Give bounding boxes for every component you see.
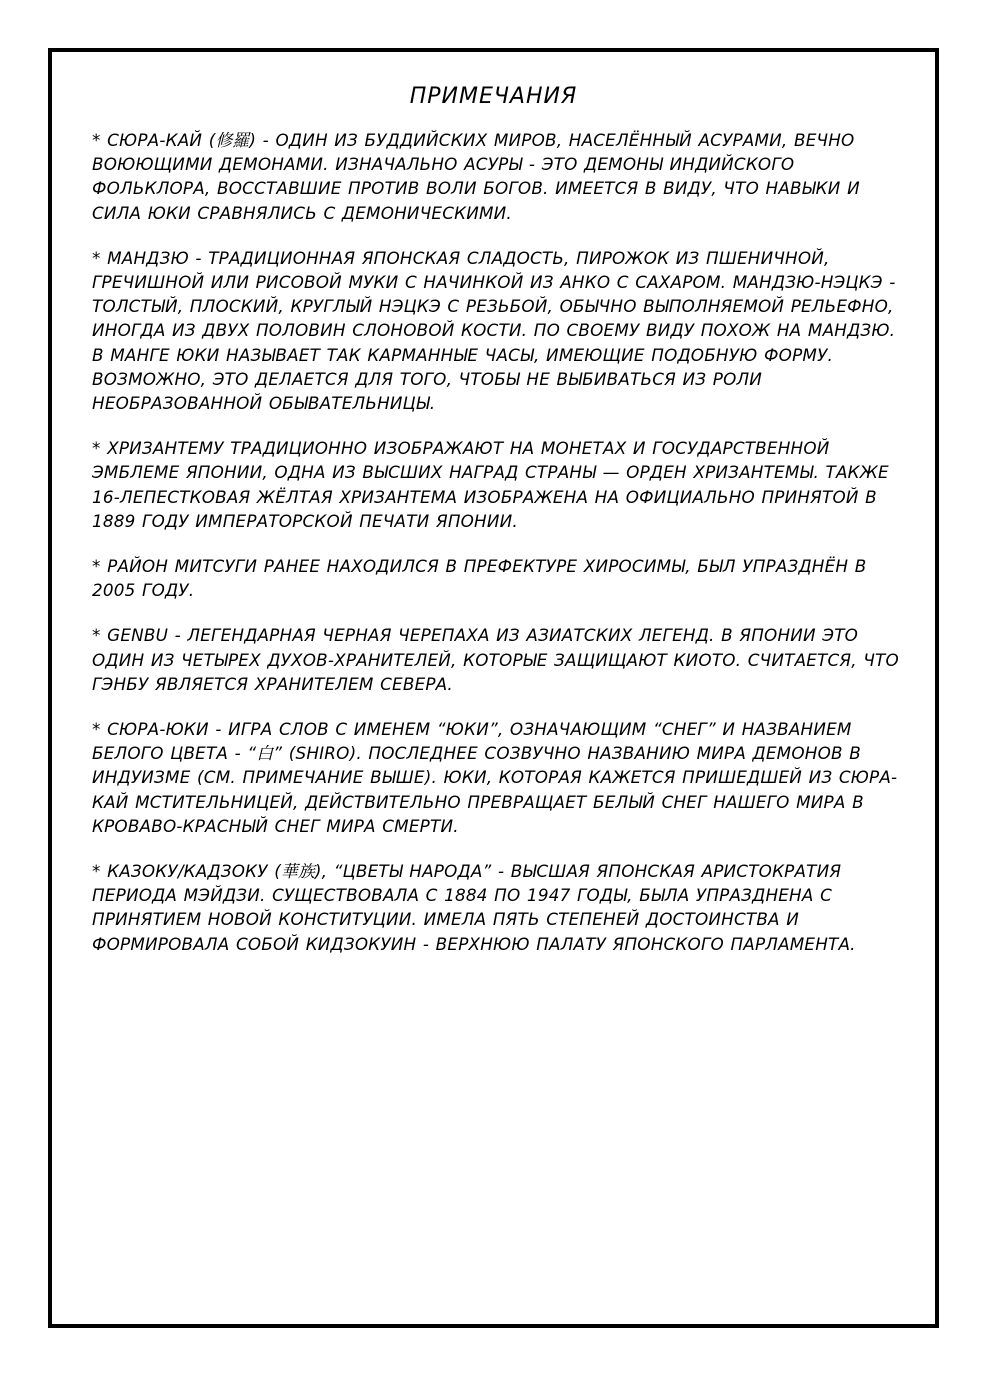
note-mitsugi: * РАЙОН МИТСУГИ РАНЕЕ НАХОДИЛСЯ В ПРЕФЕКТУРЕ ХИРОСИМЫ, БЫЛ УПРАЗДНЁН В 2005 ГОДУ. (92, 556, 867, 601)
notes-list (92, 128, 912, 977)
note-manju: * МАНДЗЮ - ТРАДИЦИОННАЯ ЯПОНСКАЯ СЛАДОСТЬ, ПИРОЖОК ИЗ ПШЕНИЧНОЙ, ГРЕЧИШНОЙ ИЛИ РИСОВОЙ МУКИ С НАЧИНКОЙ ИЗ АНКО С САХАРОМ. МАНДЗЮ-НЭЦКЭ - ТОЛСТЫЙ, ПЛОСКИЙ, КРУГЛЫЙ НЭЦКЭ С РЕЗЬБОЙ, ОБЫЧНО ВЫПОЛНЯЕМОЙ РЕЛЬЕФНО, ИНОГДА ИЗ ДВУХ ПОЛОВИН СЛОНОВОЙ КОСТИ. ПО СВОЕМУ ВИДУ ПОХОЖ НА МАНДЗЮ. В МАНГЕ ЮКИ НАЗЫВАЕТ ТАК КАРМАННЫЕ ЧАСЫ, ИМЕЮЩИЕ ПОДОБНУЮ ФОРМУ. ВОЗМОЖНО, ЭТО ДЕЛАЕТСЯ ДЛЯ ТОГО, ЧТОБЫ НЕ ВЫБИВАТЬСЯ ИЗ РОЛИ НЕОБРАЗОВАННОЙ ОБЫВАТЕЛЬНИЦЫ. (92, 247, 896, 414)
page-frame (48, 48, 939, 1328)
page-title: ПРИМЕЧАНИЯ (409, 84, 578, 109)
note-kazoku: * КАЗОКУ/КАДЗОКУ (華族), “ЦВЕТЫ НАРОДА” - ВЫСШАЯ ЯПОНСКАЯ АРИСТОКРАТИЯ ПЕРИОДА МЭЙДЗИ. СУЩЕСТВОВАЛА С 1884 ПО 1947 ГОДЫ, БЫЛА УПРАЗДНЕНА С ПРИНЯТИЕМ НОВОЙ КОНСТИТУЦИИ. ИМЕЛА ПЯТЬ СТЕПЕНЕЙ ДОСТОИНСТВА И ФОРМИРОВАЛА СОБОЙ КИДЗОКУИН - ВЕРХНЮЮ ПАЛАТУ ЯПОНСКОГО ПАРЛАМЕНТА. (92, 861, 856, 954)
note-genbu: * GENBU - ЛЕГЕНДАРНАЯ ЧЕРНАЯ ЧЕРЕПАХА ИЗ АЗИАТСКИХ ЛЕГЕНД. В ЯПОНИИ ЭТО ОДИН ИЗ ЧЕТЫРЕХ ДУХОВ-ХРАНИТЕЛЕЙ, КОТОРЫЕ ЗАЩИЩАЮТ КИОТО. СЧИТАЕТСЯ, ЧТО ГЭНБУ ЯВЛЯЕТСЯ ХРАНИТЕЛЕМ СЕВЕРА. (92, 625, 899, 694)
note-shura-yuki: * СЮРА-ЮКИ - ИГРА СЛОВ С ИМЕНЕМ “ЮКИ”, ОЗНАЧАЮЩИМ “СНЕГ” И НАЗВАНИЕМ БЕЛОГО ЦВЕТА - “白” (SHIRO). ПОСЛЕДНЕЕ СОЗВУЧНО НАЗВАНИЮ МИРА ДЕМОНОВ В ИНДУИЗМЕ (СМ. ПРИМЕЧАНИЕ ВЫШЕ). ЮКИ, КОТОРАЯ КАЖЕТСЯ ПРИШЕДШЕЙ ИЗ СЮРА-КАЙ МСТИТЕЛЬНИЦЕЙ, ДЕЙСТВИТЕЛЬНО ПРЕВРАЩАЕТ БЕЛЫЙ СНЕГ НАШЕГО МИРА В КРОВАВО-КРАСНЫЙ СНЕГ МИРА СМЕРТИ. (92, 719, 898, 836)
note-shura-kai: * СЮРА-КАЙ (修羅) - ОДИН ИЗ БУДДИЙСКИХ МИРОВ, НАСЕЛЁННЫЙ АСУРАМИ, ВЕЧНО ВОЮЮЩИМИ ДЕМОНАМИ. ИЗНАЧАЛЬНО АСУРЫ - ЭТО ДЕМОНЫ ИНДИЙСКОГО ФОЛЬКЛОРА, ВОССТАВШИЕ ПРОТИВ ВОЛИ БОГОВ. ИМЕЕТСЯ В ВИДУ, ЧТО НАВЫКИ И СИЛА ЮКИ СРАВНЯЛИСЬ С ДЕМОНИЧЕСКИМИ. (92, 130, 860, 223)
note-chrysanthemum: * ХРИЗАНТЕМУ ТРАДИЦИОННО ИЗОБРАЖАЮТ НА МОНЕТАХ И ГОСУДАРСТВЕННОЙ ЭМБЛЕМЕ ЯПОНИИ, ОДНА ИЗ ВЫСШИХ НАГРАД СТРАНЫ — ОРДЕН ХРИЗАНТЕМЫ. ТАКЖЕ 16-ЛЕПЕСТКОВАЯ ЖЁЛТАЯ ХРИЗАНТЕМА ИЗОБРАЖЕНА НА ОФИЦИАЛЬНО ПРИНЯТОЙ В 1889 ГОДУ ИМПЕРАТОРСКОЙ ПЕЧАТИ ЯПОНИИ. (92, 438, 889, 531)
